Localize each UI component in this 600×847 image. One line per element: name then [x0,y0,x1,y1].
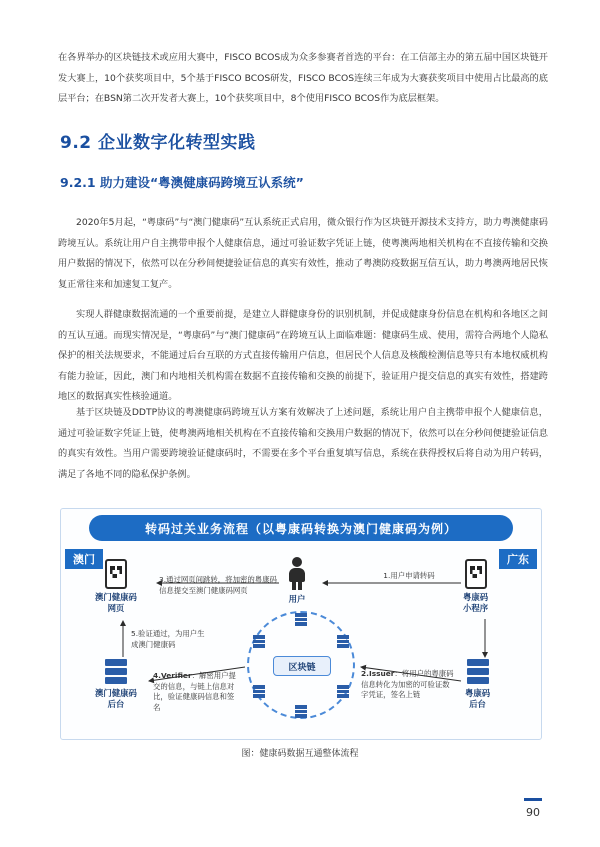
chain-node-icon [295,705,307,718]
step-5-text: 5.验证通过，为用户生成澳门健康码 [131,629,205,649]
server-icon [467,659,489,685]
paragraph-challenge: 实现人群健康数据流通的一个重要前提，是建立人群健康身份的识别机制，并促成健康身份信息在机构和各地区之间的互认互通。而现实情况是，“粤康码”与“澳门健康码”在跨境互认上面临难题：健康码生成、使用，需符合两地个人隐私保护的相关法规要求，不能通过后台互联的方式直接传输用户信息，但居民个人信息及核酸检测信息等只有本地权威机构有能力验证，因此，澳门和内地相关机构需在数据不直接传输和交换的前提下，验证用户提交信息的真实有效性，搭建跨地区的数据真实性核验通道。 [58,309,548,402]
chain-node-icon [253,635,265,648]
step-1-text: 1.用户申请转码 [383,571,435,580]
subsection-heading: 9.2.1 助力建设“粤澳健康码跨境互认系统” [60,175,304,190]
node-macau-web-label: 澳门健康码 网页 [95,592,137,613]
step-3-text: 3.通过网页间跳转，将加密的粤康码信息提交至澳门健康码网页 [159,575,277,595]
node-user [287,557,307,605]
section-heading: 9.2 企业数字化转型实践 [60,133,256,153]
node-macau-web [95,559,137,614]
paragraph-fisco-awards: 在各界举办的区块链技术或应用大赛中，FISCO BCOS成为众多参赛者首选的平台：在工信部主办的第五届中国区块链开发大赛上，10个获奖项目中，5个基于FISCO BCOS研发，FISCO BCOS连续三年成为大赛获奖项目中使用占比最高的底层平台；在BSN第二次开发者大赛上，10个获奖项目中，8个使用FISCO BCOS作为底层框架。 [58,52,548,104]
figure-caption: 图：健康码数据互通整体流程 [241,749,359,759]
node-gd-mini-label: 粤康码 小程序 [463,592,489,613]
step-2-text: 2.Issuer：将用户的粤康码信息转化为加密的可验证数字凭证，签名上链 [361,669,454,699]
page-number: 90 [526,806,540,819]
region-macau-label: 澳门 [65,549,103,569]
phone-qr-icon [105,559,127,589]
chain-node-icon [337,635,349,648]
flow-diagram [60,508,542,740]
chain-node-icon [253,685,265,698]
phone-qr-icon [465,559,487,589]
node-gd-mini [463,559,488,614]
node-gd-backend-label: 粤康码 后台 [465,688,491,709]
paragraph-solution: 基于区块链及DDTP协议的粤澳健康码跨境互认方案有效解决了上述问题，系统让用户自主携带申报个人健康信息，通过可验证数字凭证上链，使粤澳两地相关机构在不直接传输和交换用户数据的情况下，依然可以在分秒间便捷验证信息的真实有效性。当用户需要跨境验证健康码时，不需要在多个平台重复填写信息，系统在获得授权后将自动为用户转码，满足了各地不同的隐私保护条例。 [58,407,548,480]
node-user-label: 用户 [288,594,306,604]
node-macau-backend [95,659,137,710]
server-icon [105,659,127,685]
node-macau-backend-label: 澳门健康码 后台 [95,688,137,709]
node-gd-backend [465,659,490,710]
chain-node-icon [337,685,349,698]
user-icon [287,557,307,591]
diagram-title: 转码过关业务流程（以粤康码转换为澳门健康码为例） [144,521,457,536]
paragraph-launch: 2020年5月起，“粤康码”与“澳门健康码”互认系统正式启用，微众银行作为区块链开源技术支持方，助力粤澳健康码跨境互认。系统让用户自主携带申报个人健康信息，通过可验证数字凭证上链，使粤澳两地相关机构在不直接传输和交换用户数据的情况下，依然可以在分秒间便捷验证信息的真实有效性，推动了粤澳防疫数据互信互认，助力粤澳两地居民恢复正常往来和加速复工复产。 [58,217,548,290]
blockchain-label: 区块链 [273,656,331,676]
step-4-text: 4.Verifier：解密用户提交的信息，与链上信息对比，验证健康码信息和签名 [153,671,236,712]
region-guangdong-label: 广东 [499,549,537,569]
chain-node-icon [295,613,307,626]
page-number-bar [524,798,542,801]
